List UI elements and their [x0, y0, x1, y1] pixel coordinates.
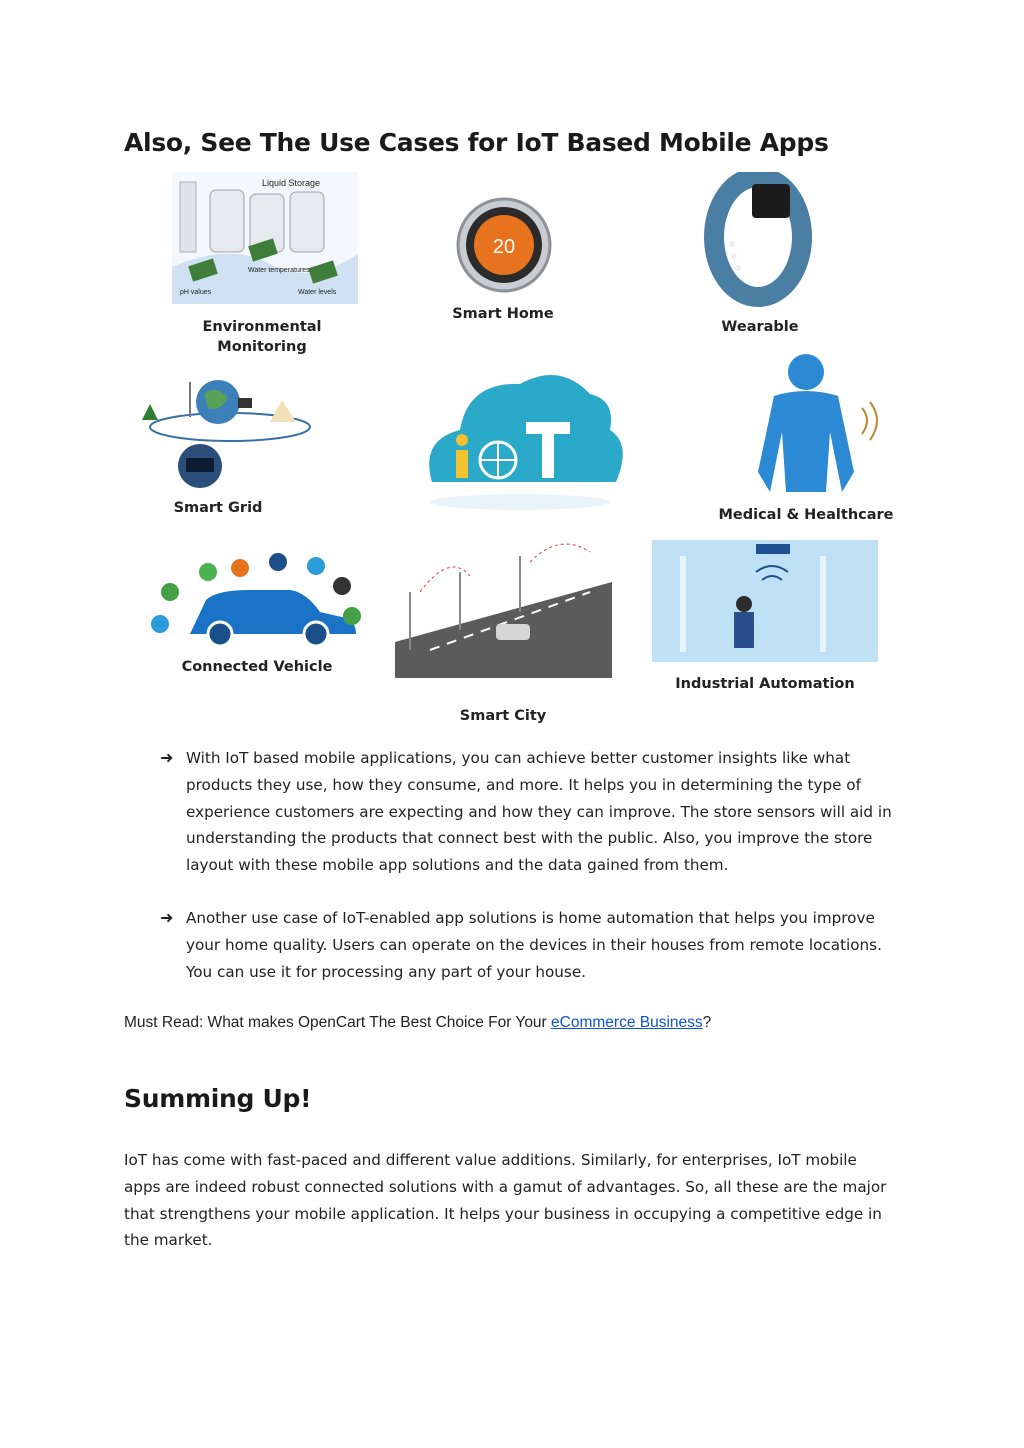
industrial-automation-illustration [652, 540, 878, 662]
iot-cloud-illustration [429, 375, 623, 510]
env-label-levels: Water levels [298, 289, 337, 296]
thermostat-illustration [458, 199, 550, 291]
caption-environmental-monitoring: Environmental Monitoring [202, 319, 322, 355]
caption-smart-home: Smart Home [452, 306, 554, 322]
wearable-band-illustration [714, 177, 802, 297]
arrow-bullet-icon: ➜ [160, 748, 174, 767]
env-label-storage: Liquid Storage [262, 178, 321, 188]
caption-wearable: Wearable [721, 319, 799, 335]
bullet-text: Another use case of IoT-enabled app solutions is home automation that helps you improve your home quality. Users can operate on the devices in their houses from remote locations. You can use it for processing any part of your house. [186, 909, 882, 981]
must-read-line [124, 1014, 711, 1032]
thermostat-value: 20 [492, 236, 516, 258]
must-read-prefix: Must Read: What makes OpenCart The Best Choice For Your [124, 1014, 552, 1031]
section-heading-use-cases: Also, See The Use Cases for IoT Based Mobile Apps [124, 128, 829, 157]
environmental-monitoring-illustration [172, 172, 358, 304]
medical-body-illustration [758, 354, 877, 492]
must-read-suffix: ? [702, 1014, 712, 1031]
bullet-text: With IoT based mobile applications, you can achieve better customer insights like what products they use, how they consume, and more. It helps you in determining the type of experience customers are expecting and how they can improve. The store sensors will aid in understanding the products that connect best with the public. Also, you improve the store layout with these mobile app solutions and the data gained from them. [186, 749, 892, 875]
smart-city-illustration [395, 544, 612, 678]
env-label-ph: pH values [180, 289, 212, 296]
bullet-item [160, 745, 900, 879]
caption-industrial-automation: Industrial Automation [675, 676, 855, 692]
ecommerce-business-link[interactable]: eCommerce Business [551, 1014, 703, 1031]
summary-paragraph: IoT has come with fast-paced and different value additions. Similarly, for enterprises, IoT mobile apps are indeed robust connected solutions with a gamut of advantages. So, all these are the major that strengthens your mobile application. It helps your business in occupying a competitive edge in the market. [124, 1151, 887, 1250]
iot-use-cases-infographic [120, 172, 910, 732]
caption-smart-city: Smart City [459, 708, 547, 724]
section-heading-summing-up: Summing Up! [124, 1084, 312, 1113]
caption-medical-healthcare: Medical & Healthcare [718, 507, 894, 523]
smart-grid-illustration [142, 380, 310, 488]
infographic-drawing [120, 172, 910, 732]
caption-connected-vehicle: Connected Vehicle [181, 659, 333, 675]
bullet-item [160, 905, 900, 985]
arrow-bullet-icon: ➜ [160, 908, 174, 927]
caption-smart-grid: Smart Grid [173, 500, 263, 516]
env-label-water-temp: Water temperatures [248, 267, 310, 274]
connected-vehicle-illustration [151, 553, 361, 646]
